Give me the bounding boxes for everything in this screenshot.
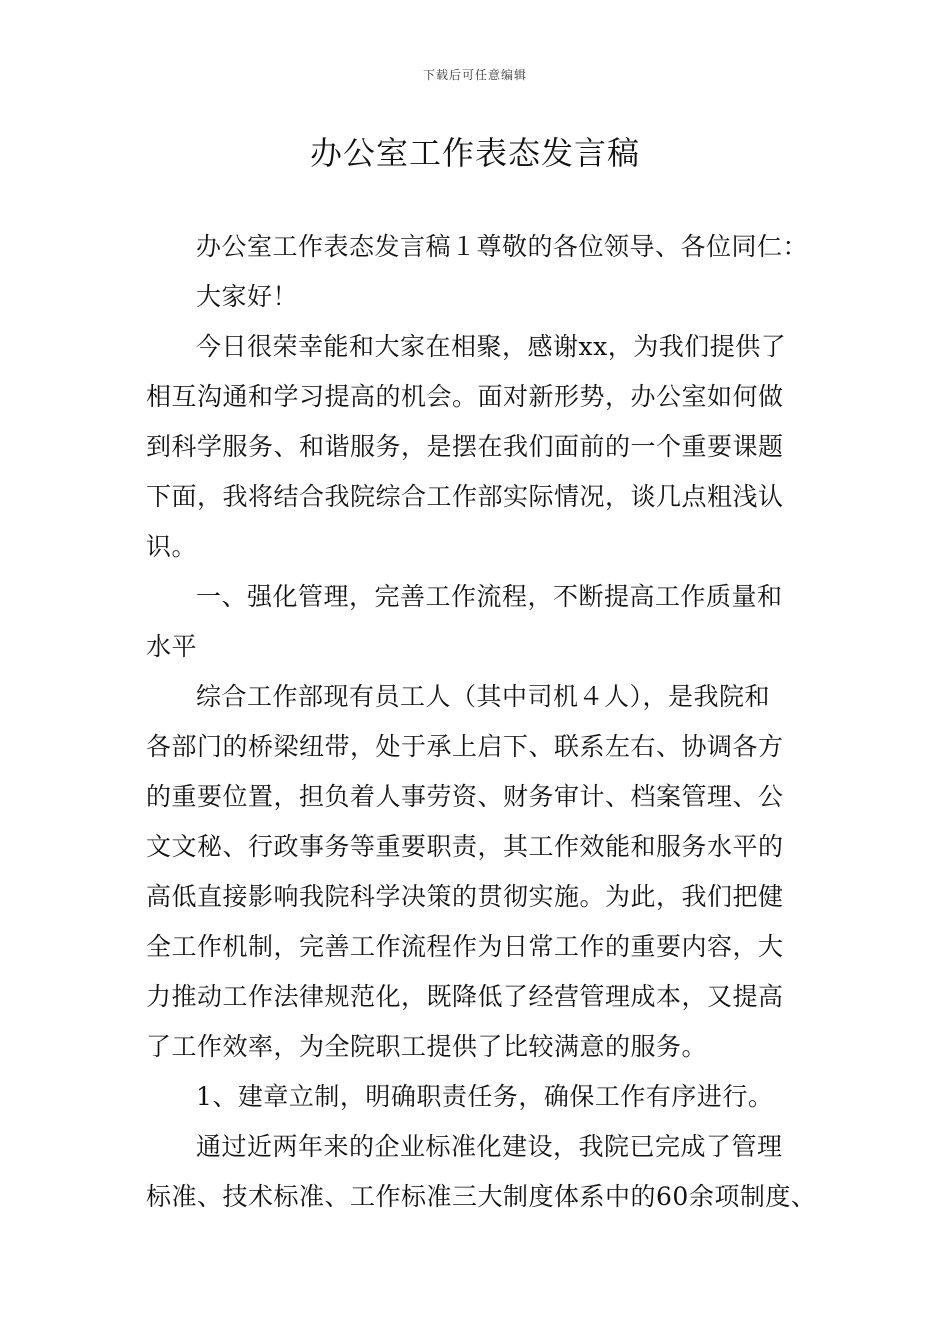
text-line: 到科学服务、和谐服务，是摆在我们面前的一个重要课题 bbox=[146, 432, 784, 461]
text-line: 一、强化管理，完善工作流程，不断提高工作质量和 bbox=[196, 582, 783, 611]
text-line: 今日很荣幸能和大家在相聚，感谢xx，为我们提供了 bbox=[196, 332, 787, 361]
text-line: 综合工作部现有员工人（其中司机４人），是我院和 bbox=[196, 682, 771, 711]
text-line: 各部门的桥梁纽带，处于承上启下、联系左右、协调各方 bbox=[146, 732, 784, 761]
text-line: 水平 bbox=[146, 632, 198, 661]
document-body bbox=[146, 222, 817, 1222]
text-line: 大家好！ bbox=[196, 282, 299, 311]
text-line: 1、建章立制，明确职责任务，确保工作有序进行。 bbox=[196, 1082, 774, 1111]
text-line: 了工作效率，为全院职工提供了比较满意的服务。 bbox=[146, 1032, 708, 1061]
text-line: 全工作机制，完善工作流程作为日常工作的重要内容，大 bbox=[146, 932, 784, 961]
text-line: 相互沟通和学习提高的机会。面对新形势，办公室如何做 bbox=[146, 382, 784, 411]
text-line: 文文秘、行政事务等重要职责，其工作效能和服务水平的 bbox=[146, 832, 784, 861]
text-line: 高低直接影响我院科学决策的贯彻实施。为此，我们把健 bbox=[146, 882, 784, 911]
document-title: 办公室工作表态发言稿 bbox=[309, 134, 640, 172]
text-line: 力推动工作法律规范化，既降低了经营管理成本，又提高 bbox=[146, 982, 784, 1011]
text-line: 通过近两年来的企业标准化建设，我院已完成了管理 bbox=[196, 1132, 783, 1161]
header-note: 下载后可任意编辑 bbox=[422, 68, 527, 82]
text-line: 的重要位置，担负着人事劳资、财务审计、档案管理、公 bbox=[146, 782, 784, 811]
text-line: 标准、技术标准、工作标准三大制度体系中的60余项制度、 bbox=[146, 1182, 817, 1211]
text-line: 下面，我将结合我院综合工作部实际情况，谈几点粗浅认 bbox=[146, 482, 784, 511]
text-line: 识。 bbox=[146, 532, 198, 561]
text-line: 办公室工作表态发言稿１尊敬的各位领导、各位同仁： bbox=[196, 232, 809, 261]
